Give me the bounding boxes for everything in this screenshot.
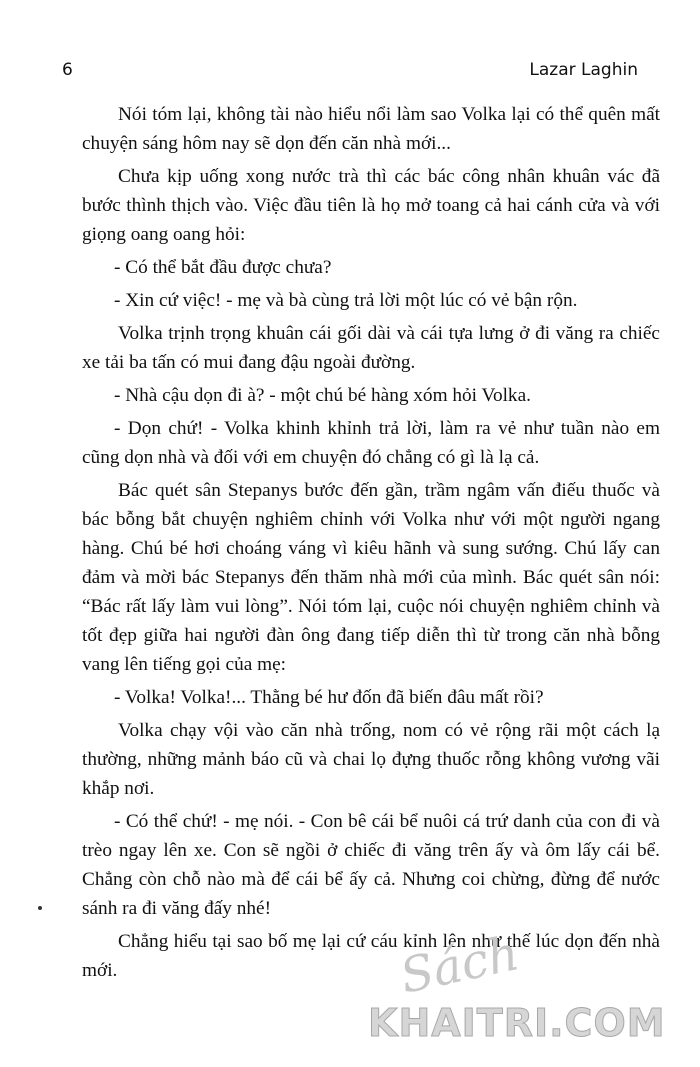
paragraph: Nói tóm lại, không tài nào hiểu nổi làm sao Volka lại có thể quên mất chuyện sáng hôm nay sẽ dọn đến căn nhà mới...: [82, 104, 660, 154]
paragraph: Chưa kịp uống xong nước trà thì các bác công nhân khuân vác đã bước thình thịch vào. Việc đầu tiên là họ mở toang cả hai cánh cửa và với giọng oang oang hỏi:: [82, 166, 660, 245]
scan-speck: [38, 906, 42, 910]
paragraph: Bác quét sân Stepanys bước đến gần, trầm ngâm vấn điếu thuốc và bác bỗng bắt chuyện nghiêm chỉnh với Volka như với một người ngang hàng. Chú bé hơi choáng váng vì kiêu hãnh và sung sướng. Chú lấy can đảm và mời bác Stepanys đến thăm nhà mới của mình. Bác quét sân nói: “Bác rất lấy làm vui lòng”. Nói tóm lại, cuộc nói chuyện nghiêm chỉnh và tốt đẹp giữa hai người đàn ông đang tiếp diễn thì từ trong căn nhà bỗng vang lên tiếng gọi của mẹ:: [82, 480, 660, 675]
dialogue-line: - Có thể bắt đầu được chưa?: [114, 257, 332, 278]
running-head: Lazar Laghin: [529, 60, 638, 80]
text-body: [82, 100, 660, 989]
dialogue-line: - Volka! Volka!... Thằng bé hư đốn đã biến đâu mất rồi?: [114, 687, 544, 708]
paragraph: Volka trịnh trọng khuân cái gối dài và cái tựa lưng ở đi văng ra chiếc xe tải ba tấn có mui đang đậu ngoài đường.: [82, 323, 660, 373]
dialogue-line: - Xin cứ việc! - mẹ và bà cùng trả lời một lúc có vẻ bận rộn.: [114, 290, 578, 311]
watermark-site-name: KHAITRI.COM: [368, 1001, 666, 1045]
paragraph: Volka chạy vội vào căn nhà trống, nom có vẻ rộng rãi một cách lạ thường, những mảnh báo cũ và chai lọ đựng thuốc rỗng không vương vãi khắp nơi.: [82, 720, 660, 799]
dialogue-line: - Nhà cậu dọn đi à? - một chú bé hàng xóm hỏi Volka.: [114, 385, 531, 406]
watermark-script: Sách: [395, 925, 524, 1005]
dialogue-line: - Dọn chứ! - Volka khinh khỉnh trả lời, làm ra vẻ như tuần nào em cũng dọn nhà và đối với em chuyện đó chẳng có gì là lạ cả.: [82, 418, 660, 468]
dialogue-line: - Có thể chứ! - mẹ nói. - Con bê cái bể nuôi cá trứ danh của con đi và trèo ngay lên xe. Con sẽ ngồi ở chiếc đi văng trên ấy và ôm lấy cái bể. Chẳng còn chỗ nào mà để cái bể ấy cả. Nhưng coi chừng, đừng để nước sánh ra đi văng đấy nhé!: [82, 811, 660, 919]
paragraph: Chẳng hiểu tại sao bố mẹ lại cứ cáu kỉnh lên như thế lúc dọn đến nhà mới.: [82, 931, 660, 981]
page-number: 6: [62, 60, 73, 80]
page-header: [62, 60, 638, 84]
